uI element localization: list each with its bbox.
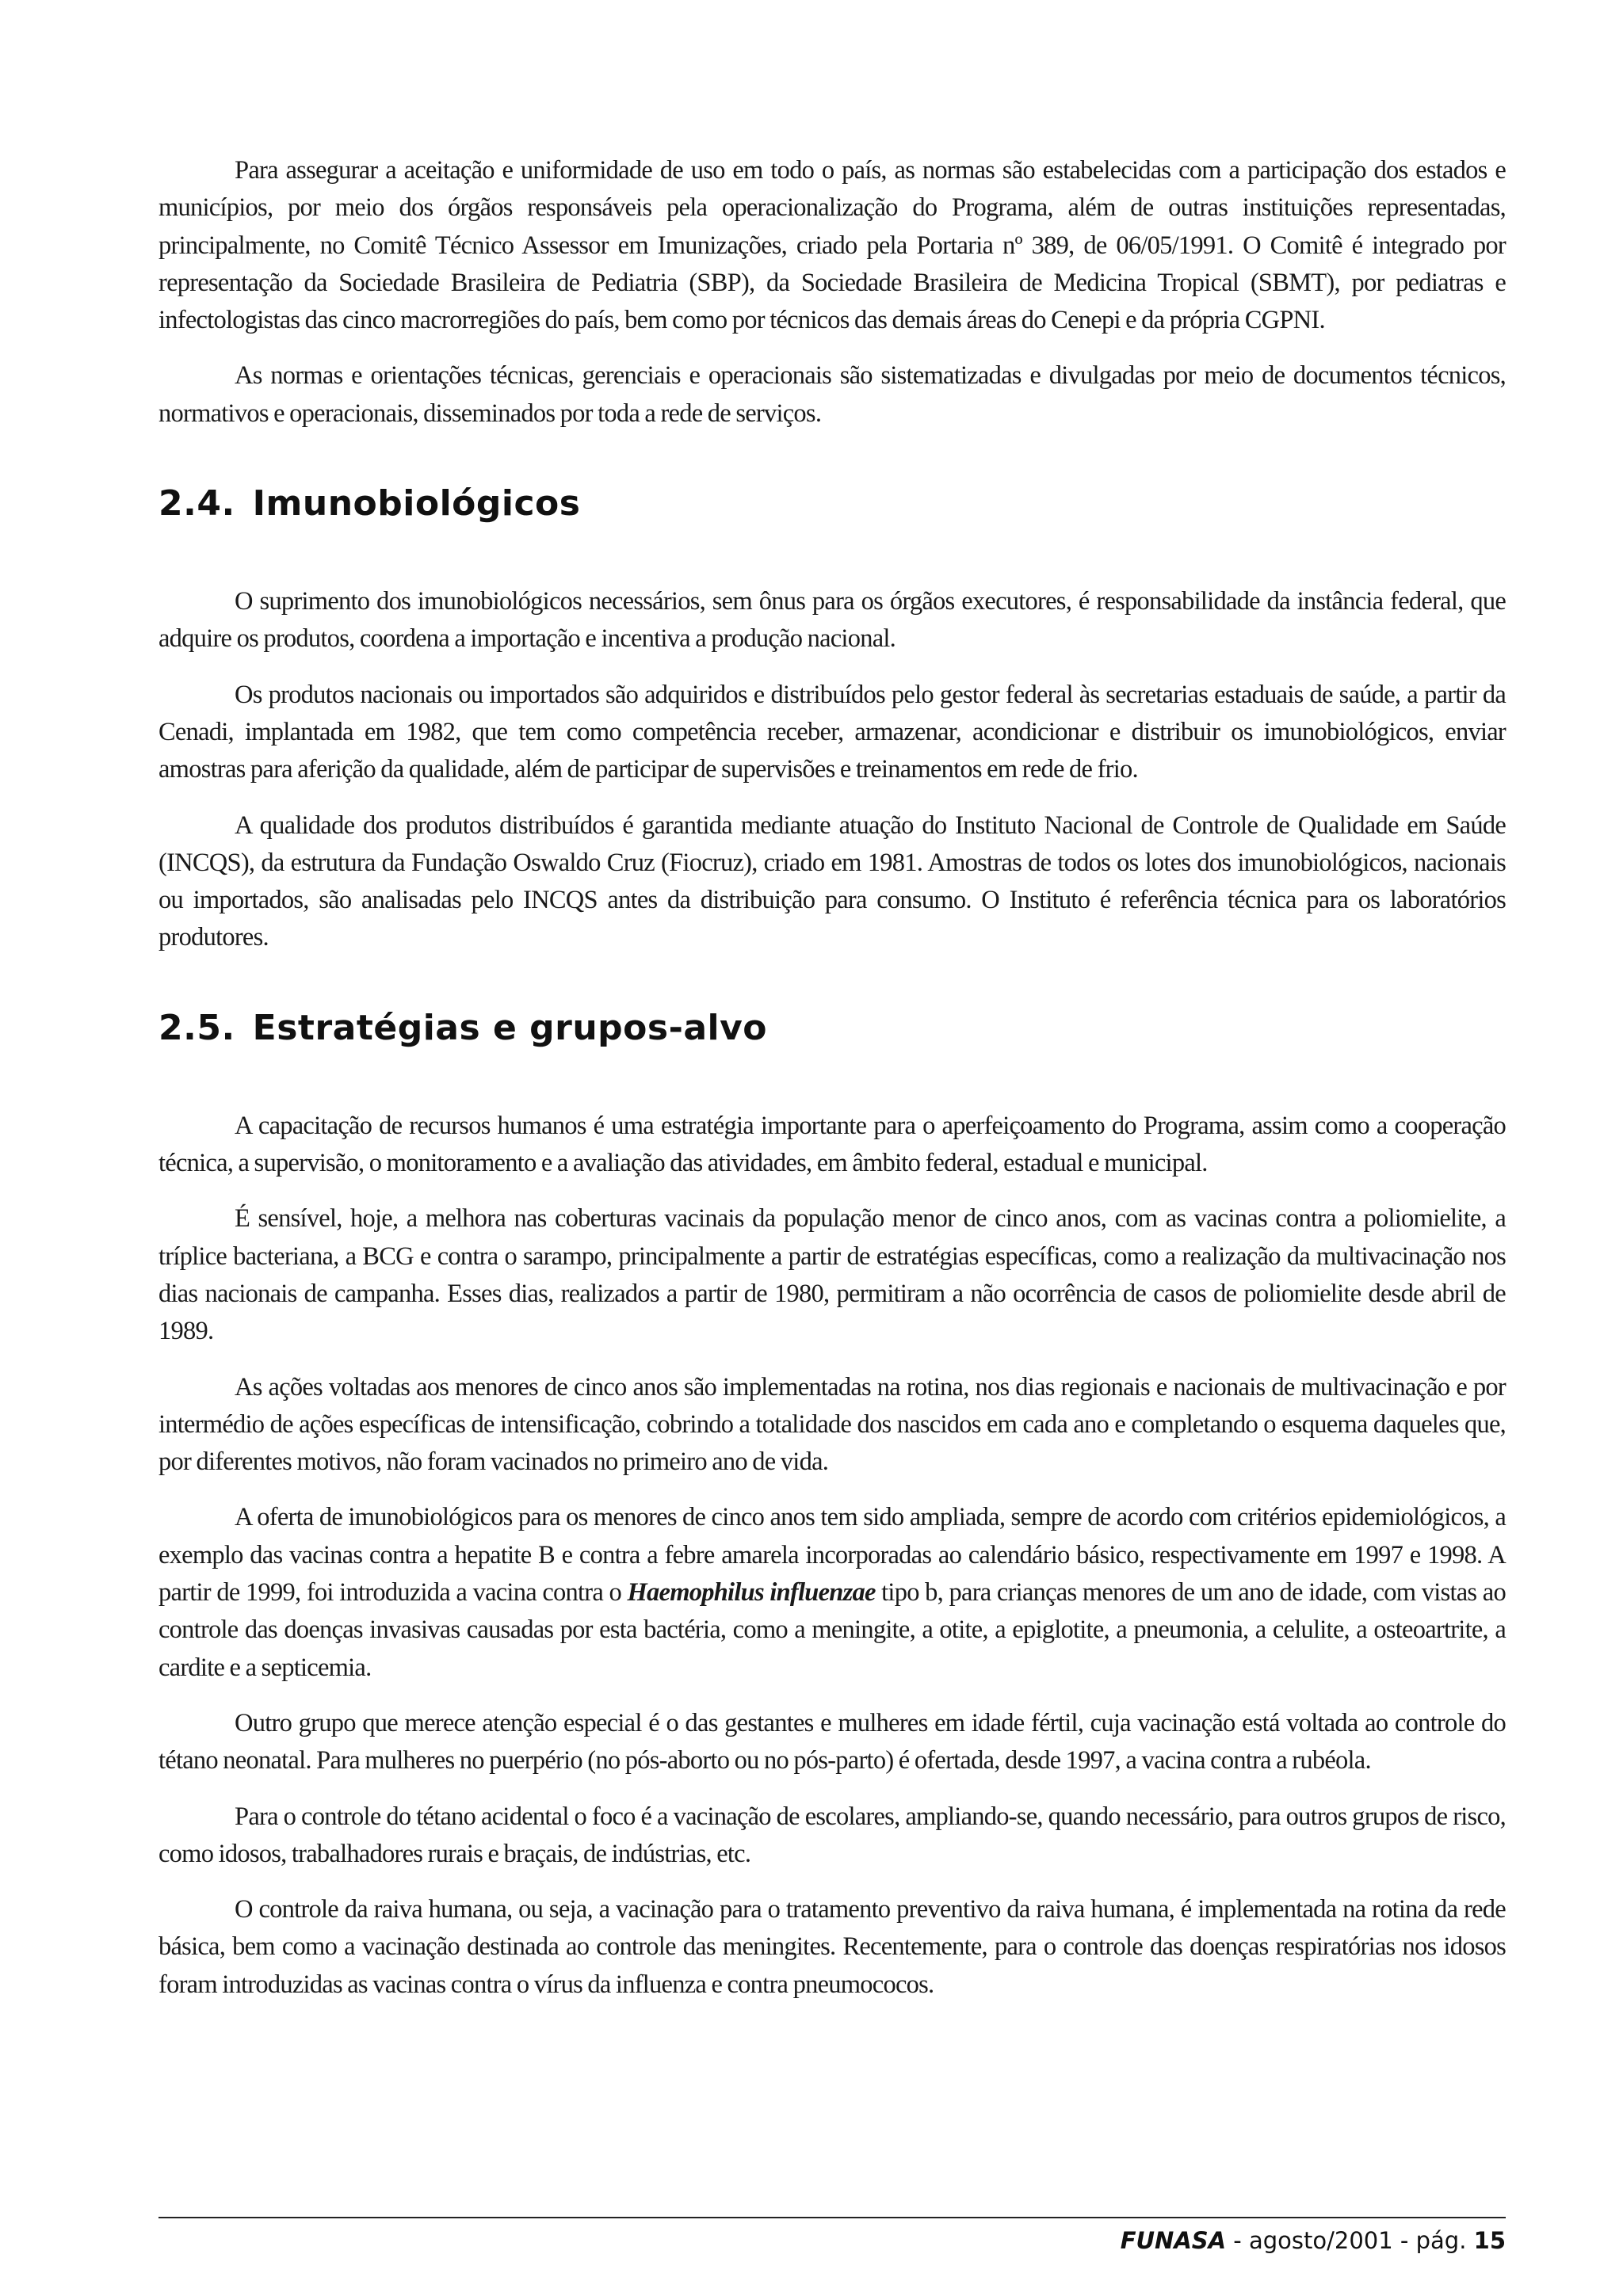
paragraph-24-1: O suprimento dos imunobiológicos necessários, sem ônus para os órgãos executores, é responsabilidade da instância federal, que adquire os produtos, coordena a importação e incentiva a produção nacional. bbox=[158, 587, 1506, 654]
section-heading-estrategias bbox=[158, 1006, 1506, 1051]
paragraph-25-7: O controle da raiva humana, ou seja, a vacinação para o tratamento preventivo da raiva humana, é implementada na rotina da rede básica, bem como a vacinação destinada ao controle das meningites. Recentemente, para o controle das doenças respiratórias nos idosos foram introduzidas as vacinas contra o vírus da influenza e contra pneumococos. bbox=[158, 1895, 1506, 1999]
paragraph-24-3: A qualidade dos produtos distribuídos é garantida mediante atuação do Instituto Nacional de Controle de Qualidade em Saúde (INCQS), da estrutura da Fundação Oswaldo Cruz (Fiocruz), criado em 1981. Amostras de todos os lotes dos imunobiológicos, nacionais ou importados, são analisadas pelo INCQS antes da distribuição para consumo. O Instituto é referência técnica para os laboratórios produtores. bbox=[158, 810, 1506, 952]
paragraph-25-5: Outro grupo que merece atenção especial é o das gestantes e mulheres em idade fértil, cuja vacinação está voltada ao controle do tétano neonatal. Para mulheres no puerpério (no pós-aborto ou no pós-parto) é ofertada, desde 1997, a vacina contra a rubéola. bbox=[158, 1708, 1506, 1775]
paragraph-intro-2: As normas e orientações técnicas, gerenciais e operacionais são sistematizadas e divulgadas por meio de documentos técnicos, normativos e operacionais, disseminados por toda a rede de serviços. bbox=[158, 361, 1506, 428]
footer-divider bbox=[158, 2217, 1506, 2218]
paragraph-text: A oferta de imunobiológicos para os menores de cinco anos tem sido ampliada, sempre de acordo com critérios epidemiológicos, a exemplo das vacinas contra a hepatite B e contra a febre amarela incorporadas ao calendário básico, respectivamente em 1997 e 1998. A partir de 1999, foi introduzida a vacina contra o bbox=[158, 1503, 1506, 1608]
paragraph-intro-1: Para assegurar a aceitação e uniformidade de uso em todo o país, as normas são estabelecidas com a participação dos estados e municípios, por meio dos órgãos responsáveis pela operacionalização do Programa, além de outras instituições representadas, principalmente, no Comitê Técnico Assessor em Imunizações, criado pela Portaria nº 389, de 06/05/1991. O Comitê é integrado por representação da Sociedade Brasileira de Pediatria (SBP), da Sociedade Brasileira de Medicina Tropical (SBMT), por pediatras e infectologistas das cinco macrorregiões do país, bem como por técnicos das demais áreas do Cenepi e da própria CGPNI. bbox=[158, 156, 1506, 335]
paragraph-25-3: As ações voltadas aos menores de cinco anos são implementadas na rotina, nos dias regionais e nacionais de multivacinação e por intermédio de ações específicas de intensificação, cobrindo a totalidade dos nascidos em cada ano e completando o esquema daqueles que, por diferentes motivos, não foram vacinados no primeiro ano de vida. bbox=[158, 1372, 1506, 1477]
footer-date: - agosto/2001 - pág. bbox=[1226, 2227, 1474, 2254]
section-number: 2.5. bbox=[158, 1007, 235, 1048]
section-heading-imunobiologicos bbox=[158, 482, 1506, 526]
section-title-text: Estratégias e grupos-alvo bbox=[252, 1007, 768, 1048]
paragraph-25-4 bbox=[158, 1499, 1506, 1686]
footer-page-number: 15 bbox=[1473, 2227, 1506, 2254]
paragraph-25-1: A capacitação de recursos humanos é uma estratégia importante para o aperfeiçoamento do Programa, assim como a cooperação técnica, a supervisão, o monitoramento e a avaliação das atividades, em âmbito federal, estadual e municipal. bbox=[158, 1111, 1506, 1178]
section-number: 2.4. bbox=[158, 483, 235, 524]
paragraph-25-6: Para o controle do tétano acidental o foco é a vacinação de escolares, ampliando-se, quando necessário, para outros grupos de risco, como idosos, trabalhadores rurais e braçais, de indústrias, etc. bbox=[158, 1802, 1506, 1868]
page-footer bbox=[1121, 2226, 1506, 2255]
footer-org: FUNASA bbox=[1120, 2227, 1227, 2254]
paragraph-25-2: É sensível, hoje, a melhora nas coberturas vacinais da população menor de cinco anos, com as vacinas contra a poliomielite, a tríplice bacteriana, a BCG e contra o sarampo, principalmente a partir de estratégias específicas, como a realização da multivacinação nos dias nacionais de campanha. Esses dias, realizados a partir de 1980, permitiram a não ocorrência de casos de poliomielite desde abril de 1989. bbox=[158, 1204, 1506, 1346]
section-title-text: Imunobiológicos bbox=[252, 483, 581, 524]
paragraph-text: tipo b, para crianças menores de um ano de idade, com vistas ao controle das doenças invasivas causadas por esta bactéria, como a meningite, a otite, a epiglotite, a pneumonia, a celulite, a osteoartrite, a cardite e a septicemia. bbox=[158, 1578, 1506, 1682]
document-body bbox=[158, 152, 1506, 2022]
species-name: Haemophilus influenzae bbox=[627, 1578, 876, 1608]
paragraph-24-2: Os produtos nacionais ou importados são adquiridos e distribuídos pelo gestor federal às secretarias estaduais de saúde, a partir da Cenadi, implantada em 1982, que tem como competência receber, armazenar, acondicionar e distribuir os imunobiológicos, enviar amostras para aferição da qualidade, além de participar de supervisões e treinamentos em rede de frio. bbox=[158, 680, 1506, 784]
